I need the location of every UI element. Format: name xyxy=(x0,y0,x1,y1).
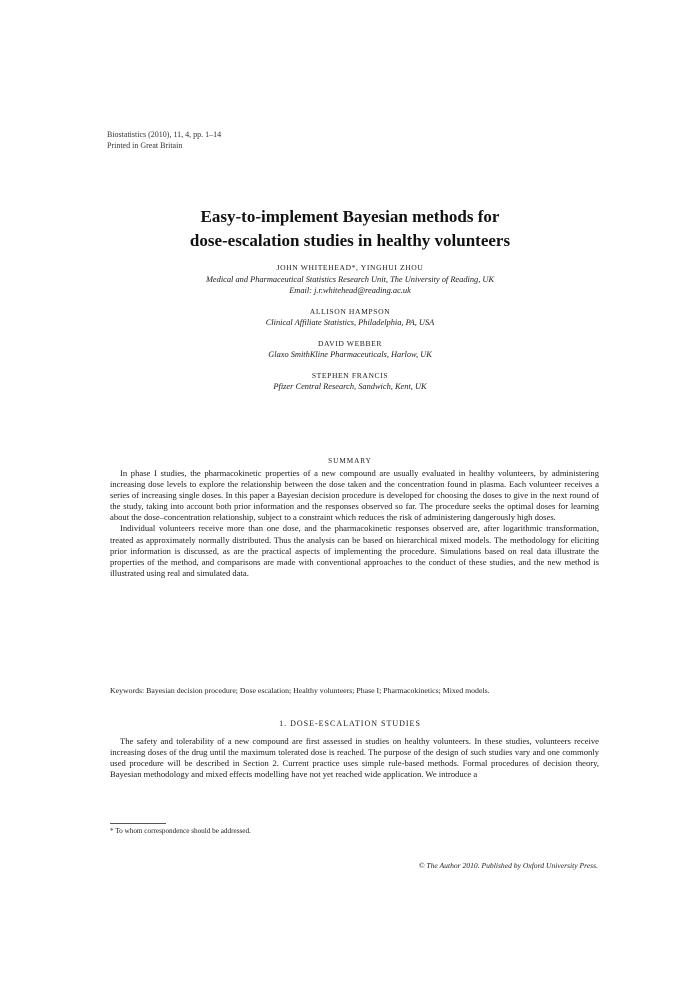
journal-citation: Biostatistics (2010), 11, 4, pp. 1–14 xyxy=(107,130,222,139)
body-text xyxy=(110,736,599,780)
author-block xyxy=(110,262,590,393)
abstract xyxy=(110,468,599,579)
running-header xyxy=(107,129,221,151)
author-name: JOHN WHITEHEAD*, YINGHUI ZHOU xyxy=(276,263,424,272)
body-paragraph: The safety and tolerability of a new compound are first assessed in studies on healthy volunteers. In these studies, volunteers receive increasing doses of the drug until the maximum tolerated dose is reached. The purpose of the design of such studies vary and one commonly used procedure will be described in Section 2. Current practice uses simple rule-based methods. Formal procedures of decision theory, Bayesian methodology and mixed effects modelling have not yet reached wide application. We introduce a xyxy=(110,736,599,780)
title-line-1: Easy-to-implement Bayesian methods for xyxy=(200,207,500,226)
keywords: Keywords: Bayesian decision procedure; Dose escalation; Healthy volunteers; Phase I; Pharmacokinetics; Mixed models. xyxy=(110,686,490,695)
paper-title xyxy=(110,205,590,253)
author-name: STEPHEN FRANCIS xyxy=(311,370,389,380)
abstract-paragraph: Individual volunteers receive more than one dose, and the pharmacokinetic responses observed are, after logarithmic transformation, treated as approximately normally distributed. Thus the analysis can be based on hierarchical mixed models. The methodology for eliciting prior information is discussed, as are the practical aspects of implementing the procedure. Simulations based on real data illustrate the properties of the method, and comparisons are made with conventional approaches to the conduct of these studies, and the new method is illustrated using real and simulated data. xyxy=(110,523,599,578)
author-affiliation: Pfizer Central Research, Sandwich, Kent, UK xyxy=(273,382,427,391)
footnote: * To whom correspondence should be addressed. xyxy=(110,827,251,835)
printed-in: Printed in Great Britain xyxy=(107,141,183,150)
page-footer: © The Author 2010. Published by Oxford University Press. xyxy=(418,861,598,870)
footnote-rule xyxy=(110,823,166,824)
title-line-2: dose-escalation studies in healthy volunteers xyxy=(189,231,511,250)
author-affiliation: Medical and Pharmaceutical Statistics Research Unit, The University of Reading, UK Email: j.r.whitehead@reading.ac.uk xyxy=(205,274,495,295)
abstract-heading: SUMMARY xyxy=(328,457,372,465)
author-affiliation: Clinical Affiliate Statistics, Philadelphia, PA, USA xyxy=(265,318,435,327)
abstract-paragraph: In phase I studies, the pharmacokinetic properties of a new compound are usually evaluated in healthy volunteers, by administering increasing dose levels to explore the relationship between the dose taken and the concentration found in plasma. Each volunteer receives a series of increasing single doses. In this paper a Bayesian decision procedure is developed for choosing the doses to give in the next round of the study, taking into account both prior information and the responses observed so far. The procedure seeks the optimal doses for learning about the dose–concentration relationship, subject to a constraint which reduces the risk of administering dangerously high doses. xyxy=(110,468,599,523)
author-name: DAVID WEBBER xyxy=(317,338,383,348)
section-heading: 1. DOSE-ESCALATION STUDIES xyxy=(279,719,421,728)
author-name: ALLISON HAMPSON xyxy=(309,306,391,316)
author-affiliation: Glaxo SmithKline Pharmaceuticals, Harlow, UK xyxy=(268,350,432,359)
